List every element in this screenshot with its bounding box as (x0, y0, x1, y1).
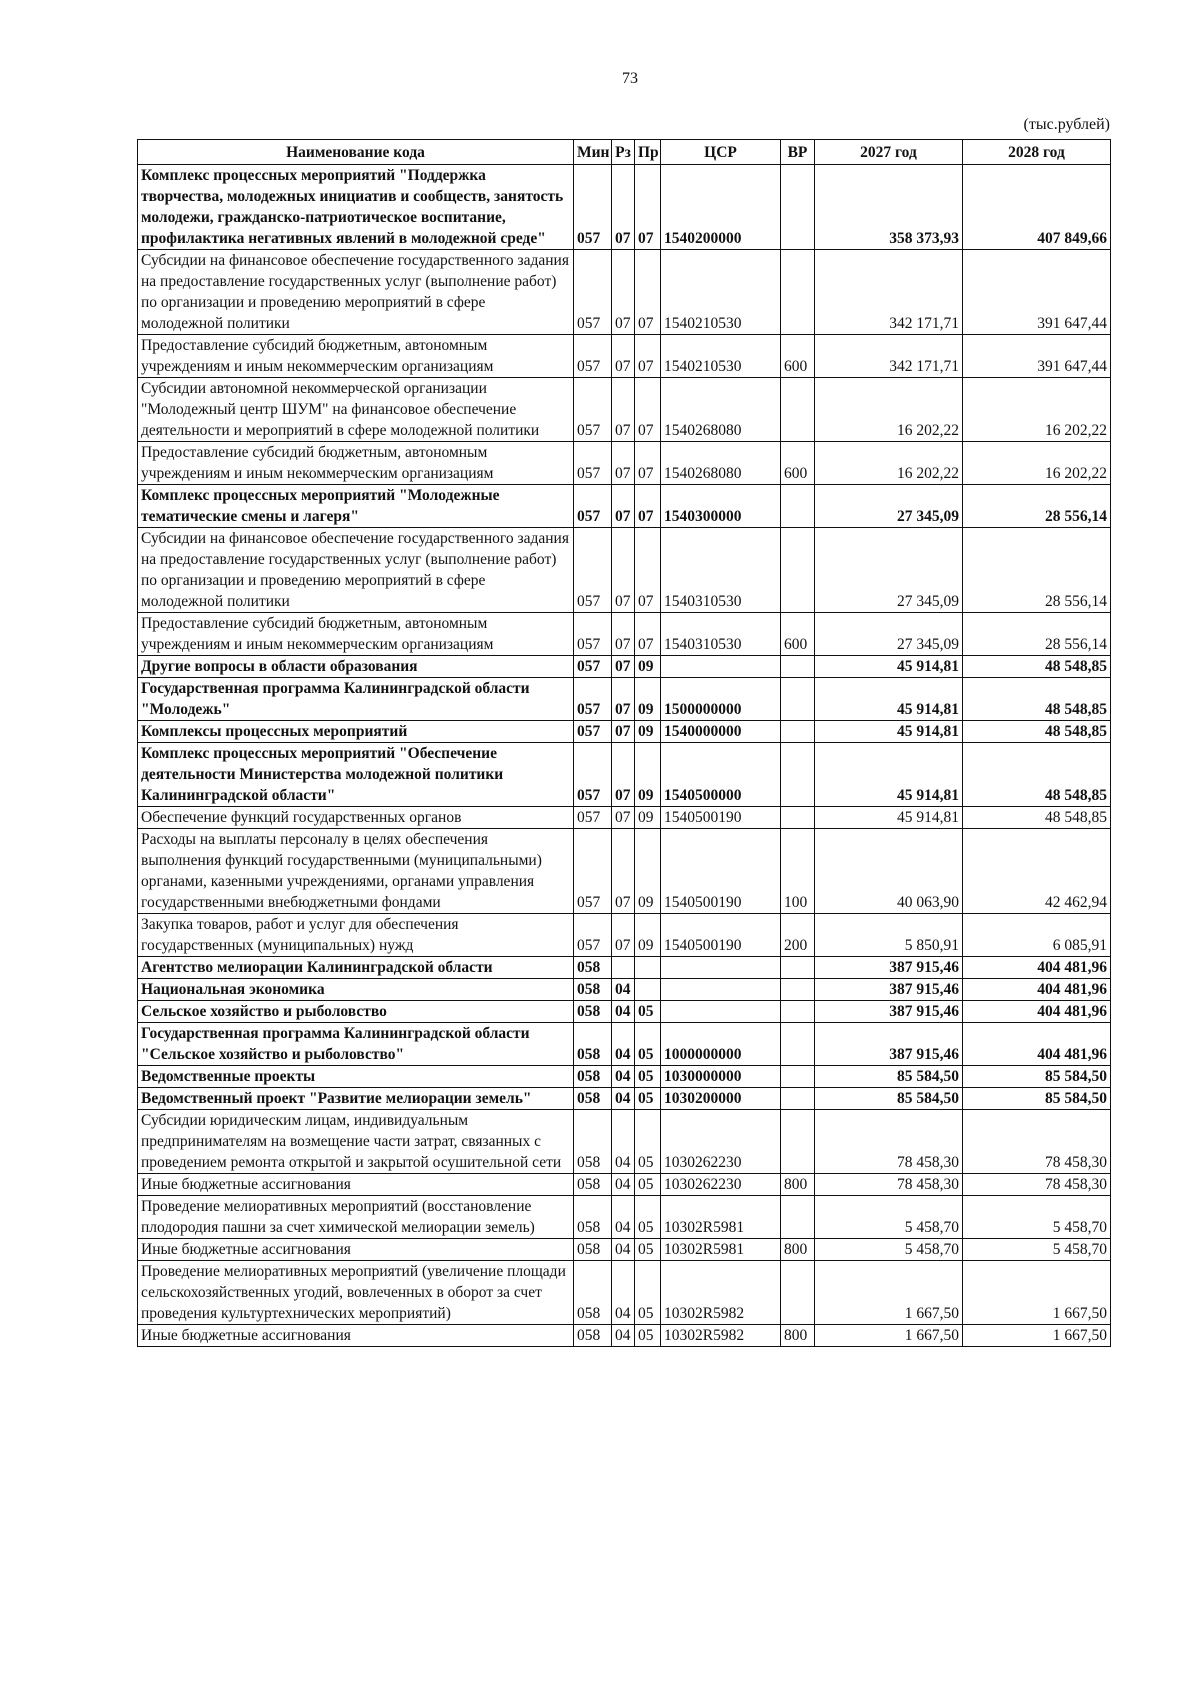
cell-pr: 09 (635, 743, 661, 807)
cell-csr: 1540500000 (661, 743, 781, 807)
cell-csr: 1000000000 (661, 1023, 781, 1066)
cell-name: Предоставление субсидий бюджетным, автономным учреждениям и иным некоммерческим организациям (138, 613, 574, 656)
cell-pr: 07 (635, 528, 661, 613)
cell-name: Иные бюджетные ассигнования (138, 1239, 574, 1261)
cell-rz: 07 (612, 378, 635, 442)
cell-csr: 1540210530 (661, 250, 781, 335)
cell-rz: 07 (612, 829, 635, 914)
cell-rz: 07 (612, 656, 635, 678)
cell-min: 058 (574, 1325, 612, 1347)
cell-vr (781, 721, 815, 743)
cell-min: 057 (574, 721, 612, 743)
cell-rz: 07 (612, 165, 635, 250)
table-row (138, 442, 1111, 485)
cell-rz: 04 (612, 1261, 635, 1325)
cell-csr: 1540268080 (661, 442, 781, 485)
cell-name: Комплексы процессных мероприятий (138, 721, 574, 743)
cell-vr (781, 1196, 815, 1239)
cell-vr: 800 (781, 1325, 815, 1347)
cell-name: Национальная экономика (138, 979, 574, 1001)
cell-min: 058 (574, 1066, 612, 1088)
cell-rz: 07 (612, 807, 635, 829)
cell-min: 058 (574, 979, 612, 1001)
cell-vr (781, 979, 815, 1001)
cell-2028: 6 085,91 (963, 914, 1111, 957)
cell-2028: 1 667,50 (963, 1261, 1111, 1325)
cell-csr: 10302R5982 (661, 1261, 781, 1325)
cell-2027: 45 914,81 (815, 743, 963, 807)
cell-pr: 05 (635, 1239, 661, 1261)
cell-csr: 1540200000 (661, 165, 781, 250)
cell-vr: 800 (781, 1174, 815, 1196)
cell-2027: 16 202,22 (815, 442, 963, 485)
cell-min: 058 (574, 1239, 612, 1261)
cell-rz: 07 (612, 721, 635, 743)
cell-rz: 04 (612, 1088, 635, 1110)
cell-pr: 05 (635, 1325, 661, 1347)
cell-pr: 09 (635, 829, 661, 914)
cell-2028: 404 481,96 (963, 979, 1111, 1001)
cell-2028: 391 647,44 (963, 250, 1111, 335)
cell-rz: 07 (612, 485, 635, 528)
cell-2028: 5 458,70 (963, 1196, 1111, 1239)
cell-vr (781, 165, 815, 250)
cell-name: Предоставление субсидий бюджетным, автономным учреждениям и иным некоммерческим организациям (138, 335, 574, 378)
cell-rz: 07 (612, 678, 635, 721)
cell-2027: 40 063,90 (815, 829, 963, 914)
cell-2028: 1 667,50 (963, 1325, 1111, 1347)
cell-csr: 1500000000 (661, 678, 781, 721)
cell-rz: 07 (612, 743, 635, 807)
table-row (138, 250, 1111, 335)
cell-2028: 78 458,30 (963, 1110, 1111, 1174)
cell-name: Субсидии юридическим лицам, индивидуальным предпринимателям на возмещение части затрат, связанных с проведением ремонта открытой и закрытой осушительной сети (138, 1110, 574, 1174)
cell-pr: 09 (635, 807, 661, 829)
cell-vr (781, 1261, 815, 1325)
cell-2028: 48 548,85 (963, 678, 1111, 721)
cell-2028: 28 556,14 (963, 528, 1111, 613)
cell-2027: 78 458,30 (815, 1110, 963, 1174)
cell-min: 057 (574, 678, 612, 721)
cell-2028: 404 481,96 (963, 1023, 1111, 1066)
cell-2028: 48 548,85 (963, 656, 1111, 678)
cell-name: Ведомственный проект "Развитие мелиорации земель" (138, 1088, 574, 1110)
column-header-min: Мин (574, 140, 612, 165)
cell-2028: 85 584,50 (963, 1066, 1111, 1088)
column-header-csr: ЦСР (661, 140, 781, 165)
cell-min: 057 (574, 743, 612, 807)
cell-2028: 391 647,44 (963, 335, 1111, 378)
cell-pr: 05 (635, 1023, 661, 1066)
cell-csr: 1030262230 (661, 1110, 781, 1174)
cell-name: Комплекс процессных мероприятий "Обеспечение деятельности Министерства молодежной политики Калининградской области" (138, 743, 574, 807)
cell-2028: 16 202,22 (963, 378, 1111, 442)
cell-2028: 28 556,14 (963, 613, 1111, 656)
cell-min: 058 (574, 1174, 612, 1196)
cell-2027: 27 345,09 (815, 528, 963, 613)
cell-min: 057 (574, 378, 612, 442)
cell-2027: 5 458,70 (815, 1239, 963, 1261)
cell-vr (781, 1088, 815, 1110)
cell-name: Обеспечение функций государственных органов (138, 807, 574, 829)
cell-name: Проведение мелиоративных мероприятий (увеличение площади сельскохозяйственных угодий, вовлеченных в оборот за счет проведения культуртехнических мероприятий) (138, 1261, 574, 1325)
cell-vr: 800 (781, 1239, 815, 1261)
cell-vr (781, 485, 815, 528)
table-row (138, 957, 1111, 979)
column-header-rz: Рз (612, 140, 635, 165)
cell-rz: 04 (612, 1023, 635, 1066)
column-header-2027: 2027 год (815, 140, 963, 165)
cell-rz: 04 (612, 1110, 635, 1174)
budget-table (137, 139, 1111, 1347)
cell-pr: 07 (635, 250, 661, 335)
table-row (138, 1001, 1111, 1023)
cell-2028: 48 548,85 (963, 743, 1111, 807)
cell-name: Комплекс процессных мероприятий "Молодежные тематические смены и лагеря" (138, 485, 574, 528)
cell-csr (661, 979, 781, 1001)
column-header-2028: 2028 год (963, 140, 1111, 165)
cell-vr (781, 807, 815, 829)
table-row (138, 528, 1111, 613)
cell-pr: 09 (635, 656, 661, 678)
cell-name: Иные бюджетные ассигнования (138, 1325, 574, 1347)
cell-csr: 10302R5982 (661, 1325, 781, 1347)
cell-min: 058 (574, 1023, 612, 1066)
column-header-pr: Пр (635, 140, 661, 165)
cell-vr: 100 (781, 829, 815, 914)
cell-pr: 05 (635, 1261, 661, 1325)
cell-rz: 07 (612, 250, 635, 335)
cell-pr: 05 (635, 1088, 661, 1110)
cell-rz: 04 (612, 1001, 635, 1023)
cell-name: Комплекс процессных мероприятий "Поддержка творчества, молодежных инициатив и сообществ, занятость молодежи, гражданско-патриотическое воспитание, профилактика негативных явлений в молодежной среде" (138, 165, 574, 250)
cell-min: 058 (574, 1001, 612, 1023)
cell-min: 057 (574, 656, 612, 678)
cell-rz: 07 (612, 442, 635, 485)
table-header-row (138, 140, 1111, 165)
cell-2028: 407 849,66 (963, 165, 1111, 250)
cell-vr (781, 1023, 815, 1066)
cell-min: 057 (574, 165, 612, 250)
cell-rz: 04 (612, 1239, 635, 1261)
cell-2027: 1 667,50 (815, 1261, 963, 1325)
cell-vr (781, 656, 815, 678)
cell-vr (781, 1110, 815, 1174)
cell-vr: 600 (781, 613, 815, 656)
cell-vr (781, 250, 815, 335)
cell-name: Проведение мелиоративных мероприятий (восстановление плодородия пашни за счет химической мелиорации земель) (138, 1196, 574, 1239)
cell-2027: 78 458,30 (815, 1174, 963, 1196)
cell-rz: 04 (612, 1196, 635, 1239)
cell-2028: 404 481,96 (963, 957, 1111, 979)
cell-2027: 27 345,09 (815, 613, 963, 656)
cell-vr: 600 (781, 442, 815, 485)
cell-2028: 78 458,30 (963, 1174, 1111, 1196)
cell-csr: 1540500190 (661, 914, 781, 957)
cell-min: 058 (574, 1088, 612, 1110)
cell-csr: 10302R5981 (661, 1239, 781, 1261)
table-row (138, 721, 1111, 743)
cell-rz: 07 (612, 613, 635, 656)
cell-csr: 1540500190 (661, 829, 781, 914)
cell-csr: 1540300000 (661, 485, 781, 528)
cell-min: 058 (574, 957, 612, 979)
cell-name: Субсидии на финансовое обеспечение государственного задания на предоставление государственных услуг (выполнение работ) по организации и проведению мероприятий в сфере молодежной политики (138, 528, 574, 613)
cell-pr: 07 (635, 378, 661, 442)
cell-pr: 07 (635, 485, 661, 528)
cell-2028: 28 556,14 (963, 485, 1111, 528)
cell-2027: 85 584,50 (815, 1088, 963, 1110)
cell-name: Закупка товаров, работ и услуг для обеспечения государственных (муниципальных) нужд (138, 914, 574, 957)
table-row (138, 1023, 1111, 1066)
cell-pr: 09 (635, 678, 661, 721)
table-row (138, 914, 1111, 957)
cell-vr: 200 (781, 914, 815, 957)
cell-min: 058 (574, 1261, 612, 1325)
table-row (138, 807, 1111, 829)
cell-csr: 1030200000 (661, 1088, 781, 1110)
cell-pr: 07 (635, 613, 661, 656)
column-header-name: Наименование кода (138, 140, 574, 165)
table-row (138, 1110, 1111, 1174)
table-row (138, 1174, 1111, 1196)
cell-2028: 404 481,96 (963, 1001, 1111, 1023)
cell-min: 058 (574, 1110, 612, 1174)
cell-csr: 1030000000 (661, 1066, 781, 1088)
cell-name: Предоставление субсидий бюджетным, автономным учреждениям и иным некоммерческим организациям (138, 442, 574, 485)
cell-2028: 42 462,94 (963, 829, 1111, 914)
table-row (138, 656, 1111, 678)
cell-2028: 85 584,50 (963, 1088, 1111, 1110)
cell-2027: 27 345,09 (815, 485, 963, 528)
cell-2027: 45 914,81 (815, 807, 963, 829)
cell-2027: 342 171,71 (815, 250, 963, 335)
cell-2027: 85 584,50 (815, 1066, 963, 1088)
cell-csr: 1540268080 (661, 378, 781, 442)
table-row (138, 485, 1111, 528)
table-row (138, 743, 1111, 807)
cell-2027: 45 914,81 (815, 721, 963, 743)
cell-min: 057 (574, 914, 612, 957)
table-row (138, 1088, 1111, 1110)
cell-csr (661, 957, 781, 979)
cell-2028: 48 548,85 (963, 721, 1111, 743)
table-row (138, 1239, 1111, 1261)
cell-2028: 5 458,70 (963, 1239, 1111, 1261)
cell-name: Государственная программа Калининградской области "Сельское хозяйство и рыболовство" (138, 1023, 574, 1066)
table-row (138, 979, 1111, 1001)
cell-name: Другие вопросы в области образования (138, 656, 574, 678)
cell-vr (781, 1066, 815, 1088)
cell-rz: 07 (612, 335, 635, 378)
cell-pr: 05 (635, 1066, 661, 1088)
cell-csr (661, 1001, 781, 1023)
cell-name: Агентство мелиорации Калининградской области (138, 957, 574, 979)
table-row (138, 829, 1111, 914)
cell-vr (781, 528, 815, 613)
cell-csr: 1030262230 (661, 1174, 781, 1196)
cell-pr: 05 (635, 1001, 661, 1023)
cell-2028: 16 202,22 (963, 442, 1111, 485)
cell-vr (781, 1001, 815, 1023)
table-row (138, 335, 1111, 378)
cell-rz: 04 (612, 979, 635, 1001)
cell-min: 057 (574, 442, 612, 485)
cell-vr (781, 378, 815, 442)
cell-rz: 04 (612, 1066, 635, 1088)
cell-csr (661, 656, 781, 678)
cell-2027: 1 667,50 (815, 1325, 963, 1347)
cell-csr: 1540500190 (661, 807, 781, 829)
table-row (138, 1196, 1111, 1239)
cell-pr: 09 (635, 721, 661, 743)
cell-vr (781, 957, 815, 979)
cell-2027: 5 850,91 (815, 914, 963, 957)
cell-2028: 48 548,85 (963, 807, 1111, 829)
cell-min: 058 (574, 1196, 612, 1239)
cell-rz: 04 (612, 1174, 635, 1196)
cell-rz: 04 (612, 1325, 635, 1347)
cell-pr: 05 (635, 1196, 661, 1239)
cell-pr (635, 979, 661, 1001)
cell-min: 057 (574, 613, 612, 656)
table-row (138, 378, 1111, 442)
cell-name: Субсидии автономной некоммерческой организации "Молодежный центр ШУМ" на финансовое обеспечение деятельности и мероприятий в сфере молодежной политики (138, 378, 574, 442)
cell-pr: 07 (635, 442, 661, 485)
cell-name: Субсидии на финансовое обеспечение государственного задания на предоставление государственных услуг (выполнение работ) по организации и проведению мероприятий в сфере молодежной политики (138, 250, 574, 335)
cell-2027: 358 373,93 (815, 165, 963, 250)
cell-2027: 16 202,22 (815, 378, 963, 442)
table-row (138, 1066, 1111, 1088)
table-row (138, 165, 1111, 250)
cell-min: 057 (574, 528, 612, 613)
cell-2027: 45 914,81 (815, 678, 963, 721)
cell-vr: 600 (781, 335, 815, 378)
cell-rz: 07 (612, 528, 635, 613)
cell-csr: 1540310530 (661, 613, 781, 656)
cell-2027: 387 915,46 (815, 957, 963, 979)
cell-min: 057 (574, 829, 612, 914)
table-row (138, 613, 1111, 656)
cell-name: Ведомственные проекты (138, 1066, 574, 1088)
cell-2027: 342 171,71 (815, 335, 963, 378)
unit-label: (тыс.рублей) (1023, 116, 1110, 133)
table-body (138, 165, 1111, 1347)
table-row (138, 678, 1111, 721)
cell-name: Сельское хозяйство и рыболовство (138, 1001, 574, 1023)
cell-pr: 07 (635, 165, 661, 250)
cell-name: Иные бюджетные ассигнования (138, 1174, 574, 1196)
cell-min: 057 (574, 807, 612, 829)
cell-pr: 09 (635, 914, 661, 957)
cell-min: 057 (574, 485, 612, 528)
cell-min: 057 (574, 335, 612, 378)
cell-rz: 07 (612, 914, 635, 957)
cell-rz (612, 957, 635, 979)
cell-name: Государственная программа Калининградской области "Молодежь" (138, 678, 574, 721)
cell-name: Расходы на выплаты персоналу в целях обеспечения выполнения функций государственными (муниципальными) органами, казенными учреждениями, органами управления государственными внебюджетными фондами (138, 829, 574, 914)
cell-2027: 387 915,46 (815, 1001, 963, 1023)
cell-pr (635, 957, 661, 979)
cell-vr (781, 678, 815, 721)
cell-min: 057 (574, 250, 612, 335)
cell-csr: 1540210530 (661, 335, 781, 378)
cell-2027: 387 915,46 (815, 979, 963, 1001)
cell-csr: 1540000000 (661, 721, 781, 743)
table-row (138, 1261, 1111, 1325)
column-header-vr: ВР (781, 140, 815, 165)
cell-csr: 1540310530 (661, 528, 781, 613)
cell-vr (781, 743, 815, 807)
page-number: 73 (622, 70, 638, 87)
cell-pr: 05 (635, 1174, 661, 1196)
table-row (138, 1325, 1111, 1347)
cell-csr: 10302R5981 (661, 1196, 781, 1239)
cell-2027: 45 914,81 (815, 656, 963, 678)
cell-2027: 387 915,46 (815, 1023, 963, 1066)
cell-pr: 07 (635, 335, 661, 378)
cell-2027: 5 458,70 (815, 1196, 963, 1239)
cell-pr: 05 (635, 1110, 661, 1174)
